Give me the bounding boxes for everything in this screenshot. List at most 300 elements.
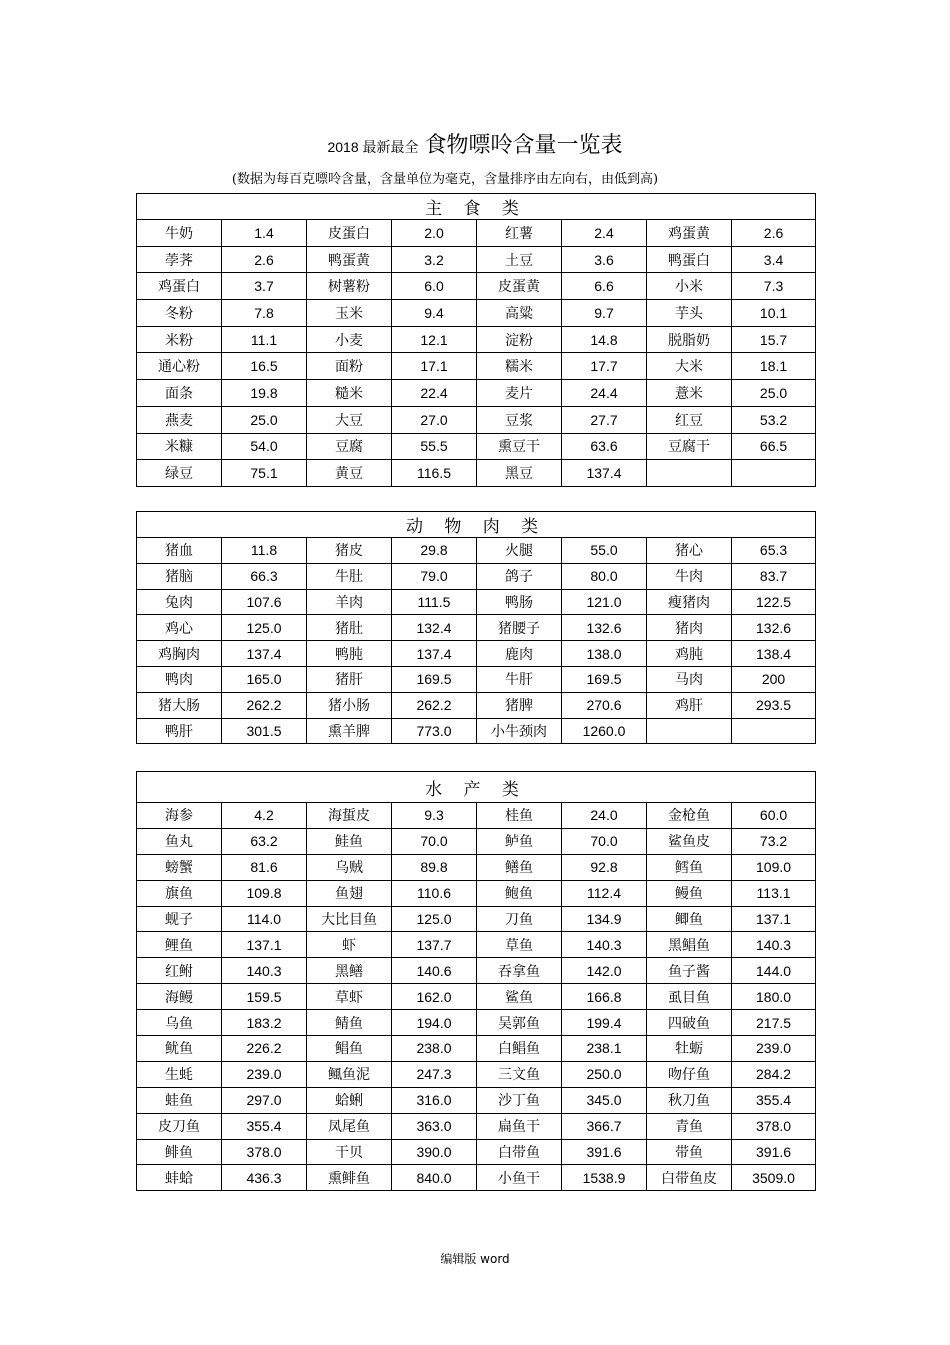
food-name-cell: 蚌蛤 [137,1165,222,1191]
food-name-cell: 鸭肫 [307,641,392,667]
purine-value-cell: 363.0 [392,1113,477,1139]
table-row [137,563,816,589]
food-name-cell: 鲱鱼 [137,1139,222,1165]
food-name-cell: 鲈鱼 [477,828,562,854]
food-name-cell: 草虾 [307,984,392,1010]
table-row [137,1087,816,1113]
food-name-cell: 米粉 [137,326,222,353]
food-name-cell: 树薯粉 [307,273,392,300]
purine-value-cell: 137.1 [222,932,307,958]
food-name-cell: 牛奶 [137,220,222,247]
purine-value-cell: 9.4 [392,300,477,327]
food-name-cell: 鸭肉 [137,666,222,692]
purine-value-cell: 132.6 [562,615,647,641]
food-name-cell: 瘦猪肉 [647,589,732,615]
food-name-cell: 红薯 [477,220,562,247]
food-name-cell: 青鱼 [647,1113,732,1139]
table-row [137,1010,816,1036]
purine-value-cell: 391.6 [732,1139,816,1165]
food-name-cell: 猪小肠 [307,692,392,718]
purine-value-cell: 345.0 [562,1087,647,1113]
purine-value-cell: 199.4 [562,1010,647,1036]
food-name-cell: 螃蟹 [137,854,222,880]
purine-value-cell: 3.6 [562,246,647,273]
purine-value-cell: 200 [732,666,816,692]
food-name-cell: 牛肉 [647,563,732,589]
purine-value-cell: 112.4 [562,880,647,906]
food-name-cell: 鲍鱼 [477,880,562,906]
purine-value-cell: 6.0 [392,273,477,300]
food-name-cell: 沙丁鱼 [477,1087,562,1113]
purine-value-cell: 9.3 [392,803,477,829]
purine-value-cell: 63.6 [562,433,647,460]
purine-value-cell: 89.8 [392,854,477,880]
food-name-cell: 小牛颈肉 [477,718,562,744]
purine-value-cell: 140.6 [392,958,477,984]
food-name-cell: 牛肚 [307,563,392,589]
food-name-cell: 荸荠 [137,246,222,273]
food-name-cell: 鸭蛋黄 [307,246,392,273]
food-name-cell: 乌贼 [307,854,392,880]
purine-value-cell: 116.5 [392,460,477,487]
food-name-cell: 黑鲳鱼 [647,932,732,958]
food-name-cell: 燕麦 [137,406,222,433]
food-name-cell: 鹿肉 [477,641,562,667]
table-row [137,854,816,880]
purine-value-cell: 270.6 [562,692,647,718]
purine-value-cell: 183.2 [222,1010,307,1036]
purine-value-cell: 137.4 [222,641,307,667]
purine-value-cell: 7.8 [222,300,307,327]
purine-value-cell: 140.3 [732,932,816,958]
table-row [137,1139,816,1165]
table-row [137,300,816,327]
purine-value-cell: 378.0 [222,1139,307,1165]
food-name-cell: 皮蛋黄 [477,273,562,300]
food-name-cell: 生蚝 [137,1061,222,1087]
table-row [137,932,816,958]
purine-value-cell: 11.8 [222,538,307,564]
purine-value-cell: 73.2 [732,828,816,854]
food-name-cell: 红鲋 [137,958,222,984]
purine-value-cell: 11.1 [222,326,307,353]
purine-value-cell: 111.5 [392,589,477,615]
purine-value-cell: 125.0 [222,615,307,641]
food-name-cell: 小米 [647,273,732,300]
food-name-cell: 面条 [137,380,222,407]
table-row [137,1165,816,1191]
purine-value-cell: 132.4 [392,615,477,641]
purine-value-cell: 301.5 [222,718,307,744]
purine-value-cell: 4.2 [222,803,307,829]
food-name-cell: 草鱼 [477,932,562,958]
purine-value-cell: 12.1 [392,326,477,353]
food-name-cell: 吞拿鱼 [477,958,562,984]
food-name-cell: 米糠 [137,433,222,460]
food-name-cell: 海鳗 [137,984,222,1010]
purine-value-cell: 3.2 [392,246,477,273]
food-name-cell: 白带鱼 [477,1139,562,1165]
food-name-cell: 鲫鱼 [647,906,732,932]
table-row [137,880,816,906]
purine-value-cell: 773.0 [392,718,477,744]
food-name-cell: 鸡蛋黄 [647,220,732,247]
food-name-cell: 鲨鱼皮 [647,828,732,854]
purine-value-cell: 262.2 [392,692,477,718]
table-row [137,666,816,692]
table-row [137,406,816,433]
table-row [137,273,816,300]
purine-value-cell: 250.0 [562,1061,647,1087]
purine-value-cell [732,460,816,487]
purine-value-cell: 3.7 [222,273,307,300]
page-subtitle: (数据为每百克嘌呤含量，含量单位为毫克，含量排序由左向右，由低到高) [231,172,659,187]
purine-value-cell: 27.7 [562,406,647,433]
purine-value-cell: 2.6 [732,220,816,247]
purine-value-cell [732,718,816,744]
food-name-cell: 熏羊脾 [307,718,392,744]
food-name-cell: 猪腰子 [477,615,562,641]
food-name-cell: 面粉 [307,353,392,380]
purine-value-cell: 140.3 [562,932,647,958]
food-name-cell: 鸡肫 [647,641,732,667]
food-name-cell: 鳝鱼 [477,854,562,880]
table-row [137,615,816,641]
purine-value-cell: 113.1 [732,880,816,906]
food-name-cell: 熏豆干 [477,433,562,460]
purine-value-cell: 2.6 [222,246,307,273]
purine-value-cell: 79.0 [392,563,477,589]
food-name-cell: 扁鱼干 [477,1113,562,1139]
purine-value-cell: 3.4 [732,246,816,273]
food-name-cell: 红豆 [647,406,732,433]
table-row [137,641,816,667]
food-name-cell: 通心粉 [137,353,222,380]
purine-value-cell: 3509.0 [732,1165,816,1191]
table-row [137,589,816,615]
purine-value-cell: 16.5 [222,353,307,380]
food-name-cell: 豆浆 [477,406,562,433]
food-name-cell: 海参 [137,803,222,829]
purine-value-cell: 25.0 [222,406,307,433]
food-name-cell: 吻仔鱼 [647,1061,732,1087]
food-name-cell: 虱目鱼 [647,984,732,1010]
purine-value-cell: 18.1 [732,353,816,380]
food-name-cell: 鸡蛋白 [137,273,222,300]
food-name-cell: 牡蛎 [647,1036,732,1062]
staple-food-table [136,193,816,487]
purine-value-cell: 1.4 [222,220,307,247]
purine-value-cell: 22.4 [392,380,477,407]
purine-value-cell: 66.5 [732,433,816,460]
food-name-cell: 鱼翅 [307,880,392,906]
food-name-cell: 土豆 [477,246,562,273]
food-name-cell: 猪肉 [647,615,732,641]
food-name-cell: 马肉 [647,666,732,692]
food-name-cell: 玉米 [307,300,392,327]
food-name-cell: 鸡胸肉 [137,641,222,667]
table-row [137,353,816,380]
purine-value-cell: 122.5 [732,589,816,615]
table-row [137,958,816,984]
food-name-cell: 豆腐 [307,433,392,460]
purine-value-cell: 70.0 [392,828,477,854]
food-name-cell: 凤尾鱼 [307,1113,392,1139]
purine-value-cell: 140.3 [222,958,307,984]
table-row [137,692,816,718]
food-name-cell: 乌鱼 [137,1010,222,1036]
purine-value-cell: 125.0 [392,906,477,932]
purine-value-cell: 436.3 [222,1165,307,1191]
food-name-cell: 绿豆 [137,460,222,487]
purine-value-cell: 9.7 [562,300,647,327]
food-name-cell: 虾 [307,932,392,958]
purine-value-cell: 80.0 [562,563,647,589]
purine-value-cell: 162.0 [392,984,477,1010]
purine-value-cell: 169.5 [562,666,647,692]
purine-value-cell: 137.4 [562,460,647,487]
table-row [137,460,816,487]
food-name-cell: 黑豆 [477,460,562,487]
seafood-table [136,771,816,1191]
food-name-cell: 鱼子酱 [647,958,732,984]
purine-value-cell: 14.8 [562,326,647,353]
purine-value-cell: 66.3 [222,563,307,589]
food-name-cell: 鲑鱼 [307,828,392,854]
purine-value-cell: 180.0 [732,984,816,1010]
food-name-cell: 干贝 [307,1139,392,1165]
food-name-cell: 旗鱼 [137,880,222,906]
food-name-cell: 淀粉 [477,326,562,353]
food-name-cell: 冬粉 [137,300,222,327]
page-footer: 编辑版 word [440,1252,510,1266]
purine-value-cell: 109.0 [732,854,816,880]
food-name-cell: 鳕鱼 [647,854,732,880]
food-name-cell: 鸭肠 [477,589,562,615]
purine-value-cell: 10.1 [732,300,816,327]
purine-value-cell: 262.2 [222,692,307,718]
purine-value-cell: 110.6 [392,880,477,906]
purine-value-cell: 238.1 [562,1036,647,1062]
purine-value-cell: 54.0 [222,433,307,460]
food-name-cell: 皮刀鱼 [137,1113,222,1139]
purine-value-cell: 53.2 [732,406,816,433]
purine-value-cell: 238.0 [392,1036,477,1062]
purine-value-cell: 194.0 [392,1010,477,1036]
food-name-cell: 猪脾 [477,692,562,718]
food-name-cell: 三文鱼 [477,1061,562,1087]
food-name-cell: 海蜇皮 [307,803,392,829]
purine-value-cell: 132.6 [732,615,816,641]
food-name-cell: 小鱼干 [477,1165,562,1191]
food-name-cell: 牛肝 [477,666,562,692]
table-row [137,326,816,353]
purine-value-cell: 2.0 [392,220,477,247]
food-name-cell: 猪肚 [307,615,392,641]
food-name-cell: 豆腐干 [647,433,732,460]
purine-value-cell: 138.0 [562,641,647,667]
purine-value-cell: 27.0 [392,406,477,433]
food-name-cell: 桂鱼 [477,803,562,829]
purine-value-cell: 109.8 [222,880,307,906]
table-row [137,1061,816,1087]
purine-value-cell: 142.0 [562,958,647,984]
purine-value-cell: 107.6 [222,589,307,615]
food-name-cell: 猪血 [137,538,222,564]
purine-value-cell: 217.5 [732,1010,816,1036]
food-name-cell: 黄豆 [307,460,392,487]
animal-meat-table [136,511,816,744]
purine-value-cell: 17.1 [392,353,477,380]
food-name-cell: 白带鱼皮 [647,1165,732,1191]
food-name-cell: 秋刀鱼 [647,1087,732,1113]
purine-value-cell: 75.1 [222,460,307,487]
purine-value-cell: 144.0 [732,958,816,984]
purine-value-cell: 297.0 [222,1087,307,1113]
food-name-cell: 薏米 [647,380,732,407]
purine-value-cell: 1260.0 [562,718,647,744]
food-name-cell: 猪心 [647,538,732,564]
food-name-cell: 熏鲱鱼 [307,1165,392,1191]
table-row [137,984,816,1010]
food-name-cell: 四破鱼 [647,1010,732,1036]
purine-value-cell: 159.5 [222,984,307,1010]
purine-value-cell: 55.0 [562,538,647,564]
food-name-cell: 带鱼 [647,1139,732,1165]
purine-value-cell: 24.0 [562,803,647,829]
purine-value-cell: 7.3 [732,273,816,300]
food-name-cell: 麦片 [477,380,562,407]
purine-value-cell: 60.0 [732,803,816,829]
purine-value-cell: 2.4 [562,220,647,247]
food-name-cell [647,460,732,487]
purine-value-cell: 226.2 [222,1036,307,1062]
food-name-cell: 鸭肝 [137,718,222,744]
food-name-cell: 大米 [647,353,732,380]
table-row [137,1113,816,1139]
purine-value-cell: 355.4 [732,1087,816,1113]
food-name-cell: 鳗鱼 [647,880,732,906]
food-name-cell: 蚬子 [137,906,222,932]
purine-value-cell: 165.0 [222,666,307,692]
purine-value-cell: 293.5 [732,692,816,718]
food-name-cell: 鱼丸 [137,828,222,854]
food-name-cell: 鱿鱼 [137,1036,222,1062]
food-name-cell: 脱脂奶 [647,326,732,353]
food-name-cell: 火腿 [477,538,562,564]
food-name-cell: 高粱 [477,300,562,327]
food-name-cell: 羊肉 [307,589,392,615]
food-name-cell: 鲤鱼 [137,932,222,958]
food-name-cell: 黑鳝 [307,958,392,984]
purine-value-cell: 166.8 [562,984,647,1010]
purine-value-cell: 134.9 [562,906,647,932]
table-row [137,803,816,829]
table-row [137,828,816,854]
food-name-cell: 鸭蛋白 [647,246,732,273]
purine-value-cell: 316.0 [392,1087,477,1113]
purine-value-cell: 63.2 [222,828,307,854]
food-name-cell: 鸽子 [477,563,562,589]
purine-value-cell: 55.5 [392,433,477,460]
food-name-cell: 鲨鱼 [477,984,562,1010]
food-name-cell [647,718,732,744]
food-name-cell: 大豆 [307,406,392,433]
title-prefix: 2018 最新最全 [327,139,419,155]
food-name-cell: 刀鱼 [477,906,562,932]
purine-value-cell: 391.6 [562,1139,647,1165]
purine-value-cell: 284.2 [732,1061,816,1087]
table-row [137,1036,816,1062]
purine-value-cell: 378.0 [732,1113,816,1139]
purine-value-cell: 70.0 [562,828,647,854]
food-name-cell: 大比目鱼 [307,906,392,932]
purine-value-cell: 15.7 [732,326,816,353]
food-name-cell: 鸡肝 [647,692,732,718]
food-name-cell: 猪肝 [307,666,392,692]
food-name-cell: 蛙鱼 [137,1087,222,1113]
food-name-cell: 小麦 [307,326,392,353]
purine-value-cell: 83.7 [732,563,816,589]
table-row [137,380,816,407]
table-row [137,538,816,564]
food-name-cell: 糙米 [307,380,392,407]
section-heading: 主 食 类 [137,194,816,220]
food-name-cell: 猪皮 [307,538,392,564]
food-name-cell: 白鲳鱼 [477,1036,562,1062]
title-main: 食物嘌呤含量一览表 [424,133,623,158]
table-row [137,906,816,932]
purine-value-cell: 390.0 [392,1139,477,1165]
purine-value-cell: 114.0 [222,906,307,932]
purine-value-cell: 239.0 [222,1061,307,1087]
purine-value-cell: 29.8 [392,538,477,564]
table-row [137,433,816,460]
purine-value-cell: 239.0 [732,1036,816,1062]
purine-value-cell: 92.8 [562,854,647,880]
purine-value-cell: 19.8 [222,380,307,407]
food-name-cell: 兔肉 [137,589,222,615]
food-name-cell: 皮蛋白 [307,220,392,247]
purine-value-cell: 65.3 [732,538,816,564]
purine-value-cell: 24.4 [562,380,647,407]
food-name-cell: 金枪鱼 [647,803,732,829]
purine-value-cell: 17.7 [562,353,647,380]
section-heading: 水 产 类 [137,772,816,803]
purine-value-cell: 25.0 [732,380,816,407]
purine-value-cell: 137.4 [392,641,477,667]
purine-value-cell: 840.0 [392,1165,477,1191]
food-name-cell: 芋头 [647,300,732,327]
purine-value-cell: 121.0 [562,589,647,615]
food-name-cell: 糯米 [477,353,562,380]
purine-value-cell: 81.6 [222,854,307,880]
food-name-cell: 蛤蜊 [307,1087,392,1113]
purine-value-cell: 247.3 [392,1061,477,1087]
purine-value-cell: 169.5 [392,666,477,692]
food-name-cell: 鲳鱼 [307,1036,392,1062]
food-name-cell: 鸡心 [137,615,222,641]
food-name-cell: 吴郭鱼 [477,1010,562,1036]
purine-value-cell: 355.4 [222,1113,307,1139]
food-name-cell: 猪脑 [137,563,222,589]
purine-value-cell: 137.1 [732,906,816,932]
table-row [137,220,816,247]
food-name-cell: 鲺鱼泥 [307,1061,392,1087]
food-name-cell: 鲭鱼 [307,1010,392,1036]
purine-value-cell: 6.6 [562,273,647,300]
section-heading: 动 物 肉 类 [137,512,816,538]
